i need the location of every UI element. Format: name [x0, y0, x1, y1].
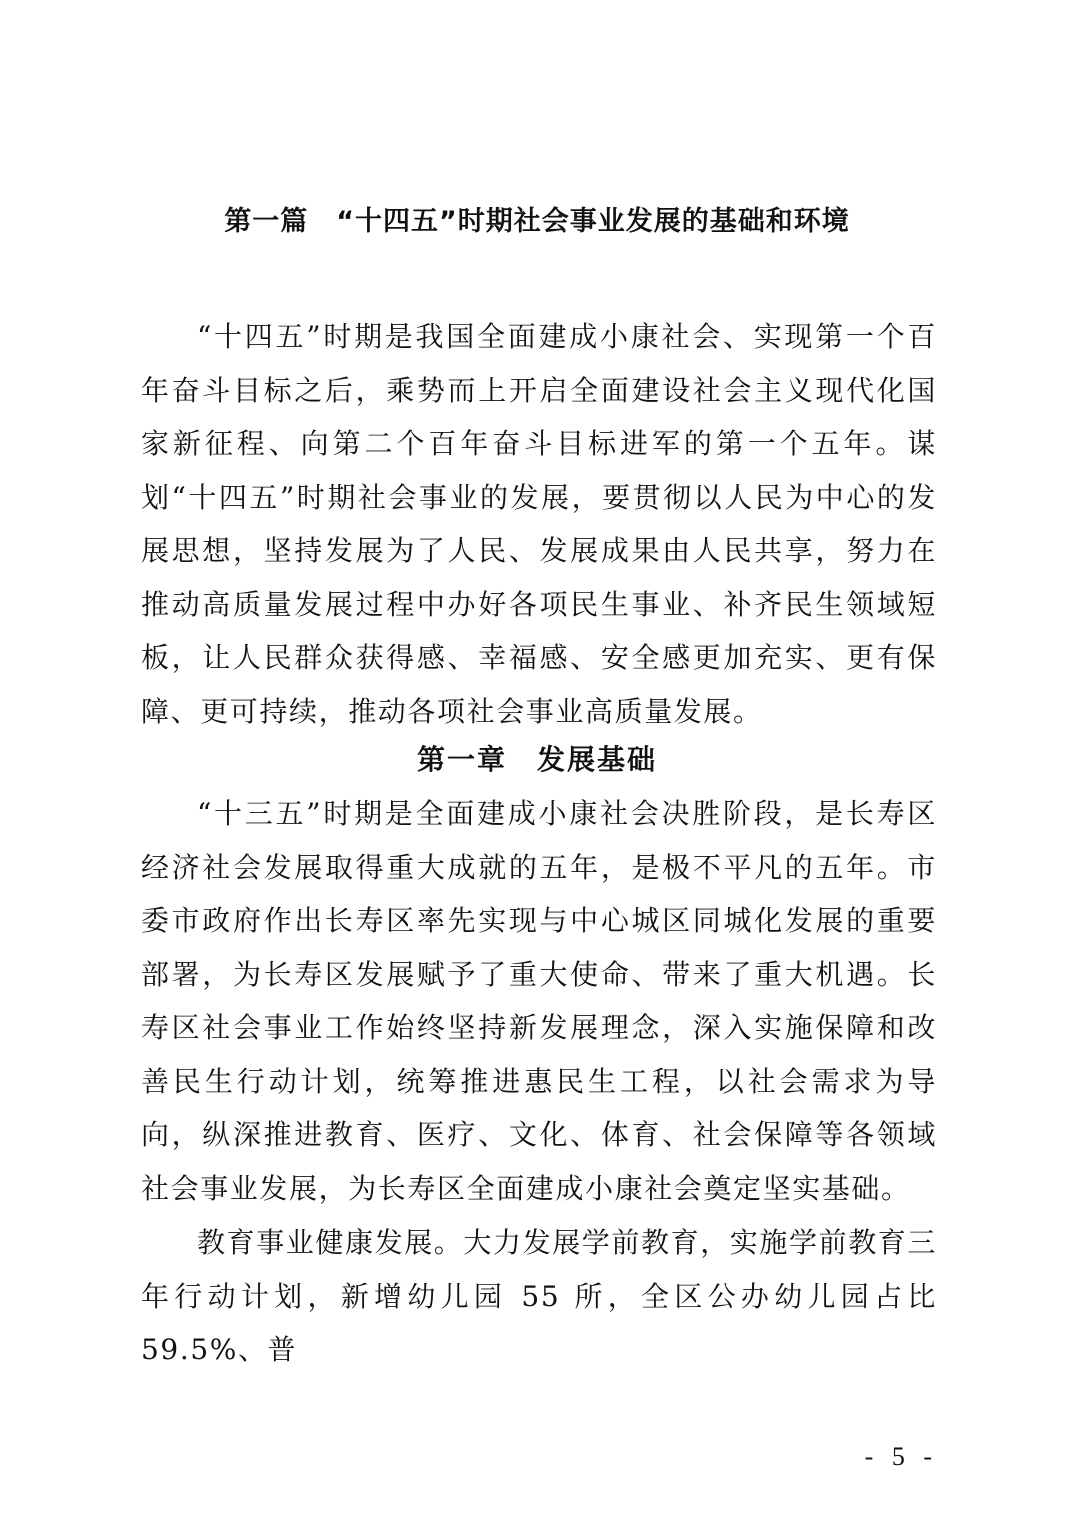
part-title: 第一篇 “十四五”时期社会事业发展的基础和环境	[224, 206, 850, 237]
page-number: - 5 -	[864, 1442, 938, 1471]
paragraph-intro: “十四五”时期是我国全面建成小康社会、实现第一个百年奋斗目标之后，乘势而上开启全面建设社会主义现代化国家新征程、向第二个百年奋斗目标进军的第一个五年。谋划“十四五”时期社会事业的发展，要贯彻以人民为中心的发展思想，坚持发展为了人民、发展成果由人民共享，努力在推动高质量发展过程中办好各项民生事业、补齐民生领域短板，让人民群众获得感、幸福感、安全感更加充实、更有保障、更可持续，推动各项社会事业高质量发展。	[141, 320, 937, 728]
chapter-title: 第一章 发展基础	[416, 743, 657, 776]
paragraph-chapter1: “十三五”时期是全面建成小康社会决胜阶段，是长寿区经济社会发展取得重大成就的五年，是极不平凡的五年。市委市政府作出长寿区率先实现与中心城区同城化发展的重要部署，为长寿区发展赋予了重大使命、带来了重大机遇。长寿区社会事业工作始终坚持新发展理念，深入实施保障和改善民生行动计划，统筹推进惠民生工程，以社会需求为导向，纵深推进教育、医疗、文化、体育、社会保障等各领域社会事业发展，为长寿区全面建成小康社会奠定坚实基础。	[141, 797, 937, 1205]
paragraph-education: 教育事业健康发展。大力发展学前教育，实施学前教育三年行动计划，新增幼儿园 55 所，全区公办幼儿园占比 59.5%、普	[141, 1226, 938, 1366]
